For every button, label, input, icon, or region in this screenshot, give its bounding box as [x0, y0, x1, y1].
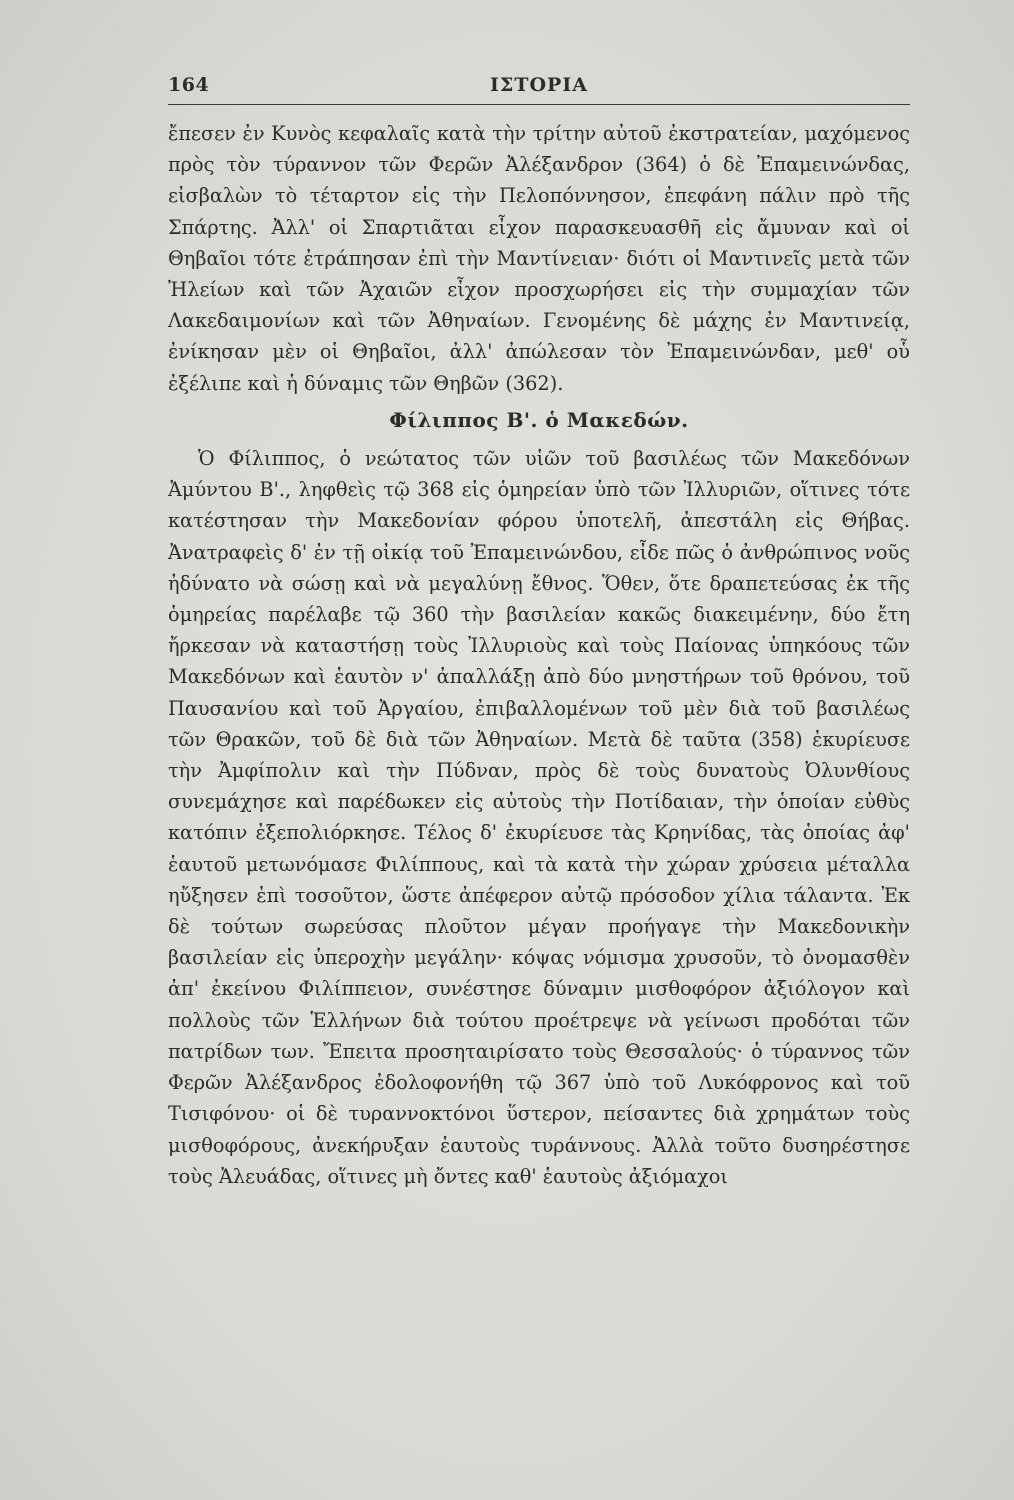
section-heading: Φίλιππος Β'. ὁ Μακεδών.	[389, 407, 689, 432]
body-text	[168, 118, 910, 1192]
paragraph: Ὁ Φίλιππος, ὁ νεώτατος τῶν υἱῶν τοῦ βασιλέως τῶν Μακεδόνων Ἀμύντου Β'., ληφθεὶς τῷ 368 εἰς ὁμηρείαν ὑπὸ τῶν Ἰλλυριῶν, οἵτινες τότε κατέστησαν τὴν Μακεδονίαν φόρου ὑποτελῆ, ἀπεστάλη εἰς Θήβας. Ἀνατραφεὶς δ' ἐν τῇ οἰκίᾳ τοῦ Ἐπαμεινώνδου, εἶδε πῶς ὁ ἀνθρώπινος νοῦς ἠδύνατο νὰ σώσῃ καὶ νὰ μεγαλύνῃ ἔθνος. Ὅθεν, ὅτε δραπετεύσας ἐκ τῆς ὁμηρείας παρέλαβε τῷ 360 τὴν βασιλείαν κακῶς διακειμένην, δύο ἔτη ἤρκεσαν νὰ καταστήσῃ τοὺς Ἰλλυριοὺς καὶ τοὺς Παίονας ὑπηκόους τῶν Μακεδόνων καὶ ἑαυτὸν ν' ἀπαλλάξῃ ἀπὸ δύο μνηστήρων τοῦ θρόνου, τοῦ Παυσανίου καὶ τοῦ Ἀργαίου, ἐπιβαλλομένων τοῦ μὲν διὰ τοῦ βασιλέως τῶν Θρακῶν, τοῦ δὲ διὰ τῶν Ἀθηναίων. Μετὰ δὲ ταῦτα (358) ἐκυρίευσε τὴν Ἀμφίπολιν καὶ τὴν Πύδναν, πρὸς δὲ τοὺς δυνατοὺς Ὀλυνθίους συνεμάχησε καὶ παρέδωκεν εἰς αὐτοὺς τὴν Ποτίδαιαν, τὴν ὁποίαν εὐθὺς κατόπιν ἐξεπολιόρκησε. Τέλος δ' ἐκυρίευσε τὰς Κρηνίδας, τὰς ὁποίας ἀφ' ἑαυτοῦ μετωνόμασε Φιλίππους, καὶ τὰ κατὰ τὴν χώραν χρύσεια μέταλλα ηὔξησεν ἐπὶ τοσοῦτον, ὥστε ἀπέφερον αὐτῷ πρόσοδον χίλια τάλαντα. Ἐκ δὲ τούτων σωρεύσας πλοῦτον μέγαν προήγαγε τὴν Μακεδονικὴν βασιλείαν εἰς ὑπεροχὴν μεγάλην· κόψας νόμισμα χρυσοῦν, τὸ ὀνομασθὲν ἀπ' ἐκείνου Φιλίππειον, συνέστησε δύναμιν μισθοφόρον ἀξιόλογον καὶ πολλοὺς τῶν Ἑλλήνων διὰ τούτου προέτρεψε νὰ γείνωσι προδόται τῶν πατρίδων των. Ἔπειτα προσηταιρίσατο τοὺς Θεσσαλούς· ὁ τύραννος τῶν Φερῶν Ἀλέξανδρος ἐδολοφονήθη τῷ 367 ὑπὸ τοῦ Λυκόφρονος καὶ τοῦ Τισιφόνου· οἱ δὲ τυραννοκτόνοι ὕστερον, πείσαντες διὰ χρημάτων τοὺς μισθοφόρους, ἀνεκήρυξαν ἑαυτοὺς τυράννους. Ἀλλὰ τοῦτο δυσηρέστησε τοὺς Ἀλευάδας, οἵτινες μὴ ὄντες καθ' ἑαυτοὺς ἀξιόμαχοι	[168, 447, 910, 1188]
running-head: ΙΣΤΟΡΙΑ	[490, 74, 588, 96]
paragraph: ἔπεσεν ἐν Κυνὸς κεφαλαῖς κατὰ τὴν τρίτην αὐτοῦ ἐκστρατείαν, μαχόμενος πρὸς τὸν τύραννον τῶν Φερῶν Ἀλέξανδρον (364) ὁ δὲ Ἐπαμεινώνδας, εἰσβαλὼν τὸ τέταρτον εἰς τὴν Πελοπόννησον, ἐπεφάνη πάλιν πρὸ τῆς Σπάρτης. Ἀλλ' οἱ Σπαρτιᾶται εἶχον παρασκευασθῆ εἰς ἄμυναν καὶ οἱ Θηβαῖοι τότε ἐτράπησαν ἐπὶ τὴν Μαντίνειαν· διότι οἱ Μαντινεῖς μετὰ τῶν Ἠλείων καὶ τῶν Ἀχαιῶν εἶχον προσχωρήσει εἰς τὴν συμμαχίαν τῶν Λακεδαιμονίων καὶ τῶν Ἀθηναίων. Γενομένης δὲ μάχης ἐν Μαντινείᾳ, ἐνίκησαν μὲν οἱ Θηβαῖοι, ἀλλ' ἀπώλεσαν τὸν Ἐπαμεινώνδαν, μεθ' οὗ ἐξέλιπε καὶ ἡ δύναμις τῶν Θηβῶν (362).	[168, 122, 910, 395]
page-header	[168, 70, 910, 105]
page-number: 164	[168, 74, 210, 96]
